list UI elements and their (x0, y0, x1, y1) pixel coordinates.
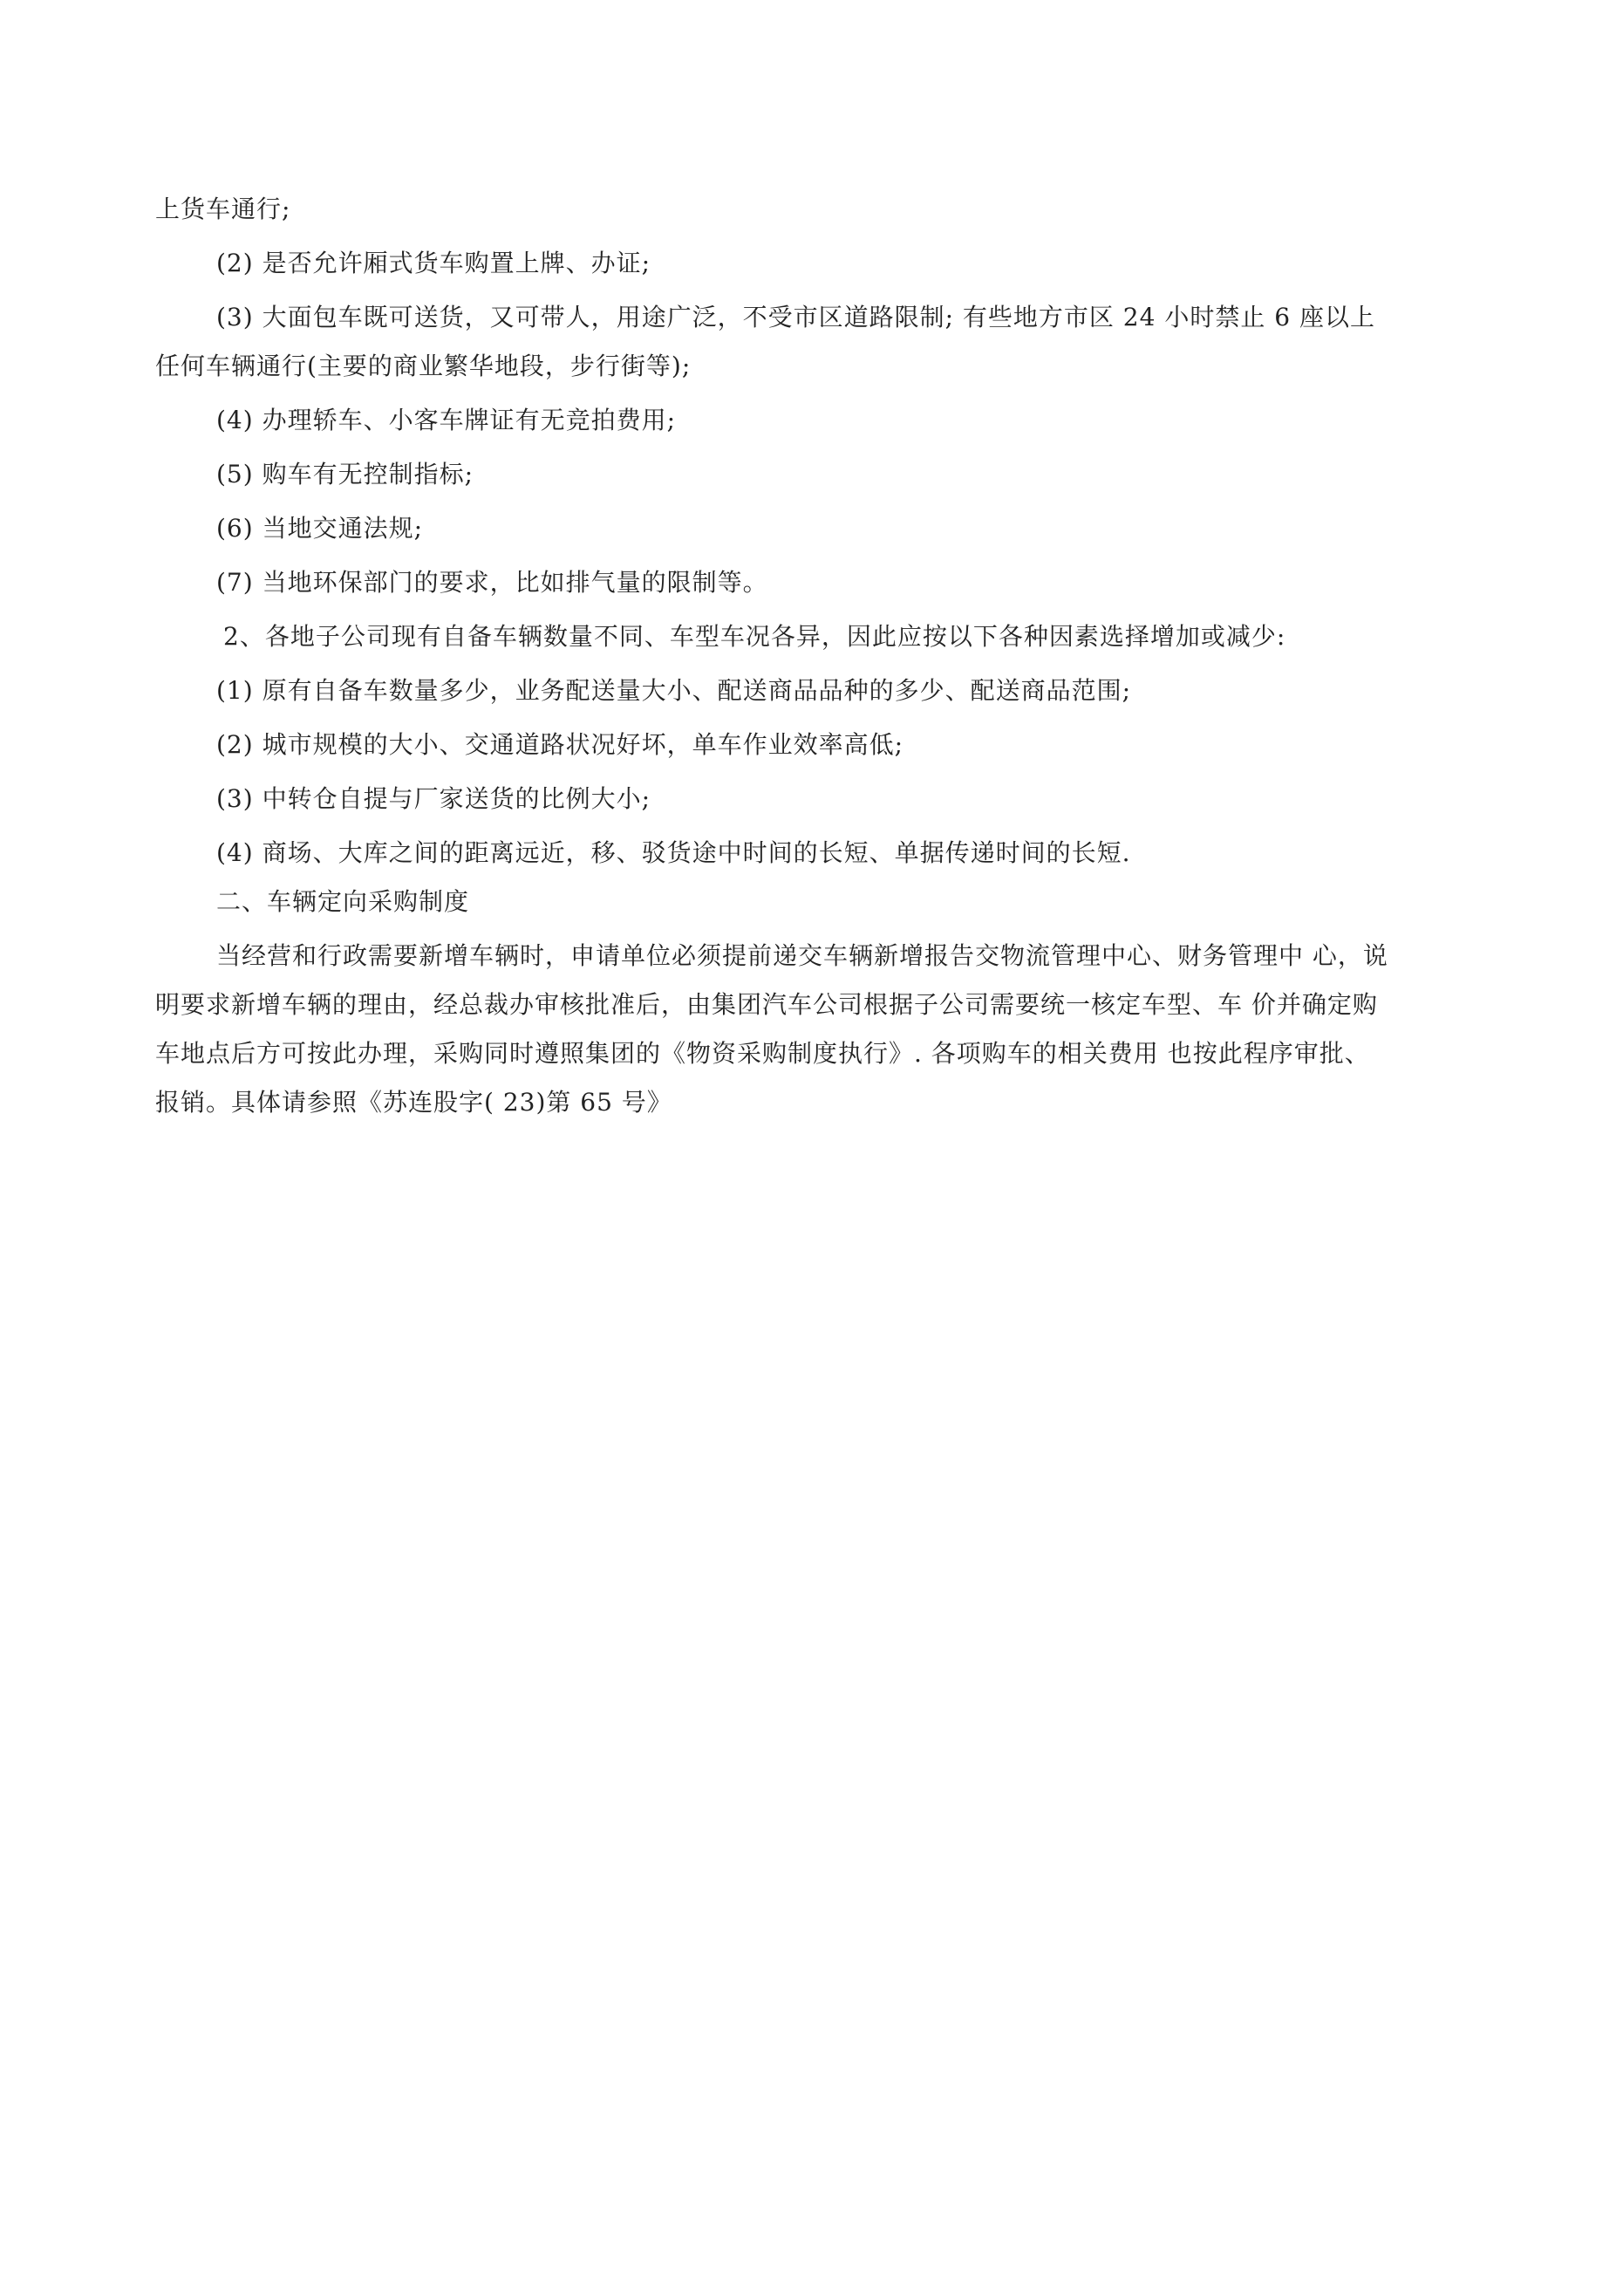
list-item-5: (5) 购车有无控制指标; (216, 460, 474, 489)
paragraph-line: 当经营和行政需要新增车辆时，申请单位必须提前递交车辆新增报告交物流管理中心、财务管理中 心，说 (216, 941, 1388, 970)
paragraph-line: 上货车通行; (155, 195, 291, 223)
paragraph-line: 车地点后方可按此办理，采购同时遵照集团的《物资采购制度执行》. 各项购车的相关费用 也按此程序审批、 (155, 1039, 1370, 1068)
list-item-7: (7) 当地环保部门的要求，比如排气量的限制等。 (216, 568, 768, 597)
paragraph-line: 报销。具体请参照《苏连股字( 23)第 65 号》 (155, 1088, 672, 1117)
paragraph-line: 任何车辆通行(主要的商业繁华地段，步行街等); (155, 352, 692, 380)
list-item-2b: (2) 城市规模的大小、交通道路状况好坏，单车作业效率高低; (216, 730, 904, 759)
list-item-3: (3) 大面包车既可送货，又可带人，用途广泛，不受市区道路限制; 有些地方市区 24 小时禁止 6 座以上 (216, 303, 1375, 331)
list-item-4b: (4) 商场、大库之间的距离远近，移、驳货途中时间的长短、单据传递时间的长短. (216, 838, 1131, 867)
list-item-6: (6) 当地交通法规; (216, 514, 423, 543)
section-heading: 二、车辆定向采购制度 (216, 887, 470, 916)
list-item-4: (4) 办理轿车、小客车牌证有无竞拍费用; (216, 406, 676, 434)
section-point-2: 2、各地子公司现有自备车辆数量不同、车型车况各异，因此应按以下各种因素选择增加或减少: (223, 622, 1286, 651)
paragraph-line: 明要求新增车辆的理由，经总裁办审核批准后，由集团汽车公司根据子公司需要统一核定车型、车 价并确定购 (155, 990, 1378, 1019)
list-item-2: (2) 是否允许厢式货车购置上牌、办证; (216, 249, 651, 277)
document-body (155, 185, 1481, 1127)
list-item-3b: (3) 中转仓自提与厂家送货的比例大小; (216, 784, 651, 813)
list-item-1: (1) 原有自备车数量多少，业务配送量大小、配送商品品种的多少、配送商品范围; (216, 676, 1132, 705)
